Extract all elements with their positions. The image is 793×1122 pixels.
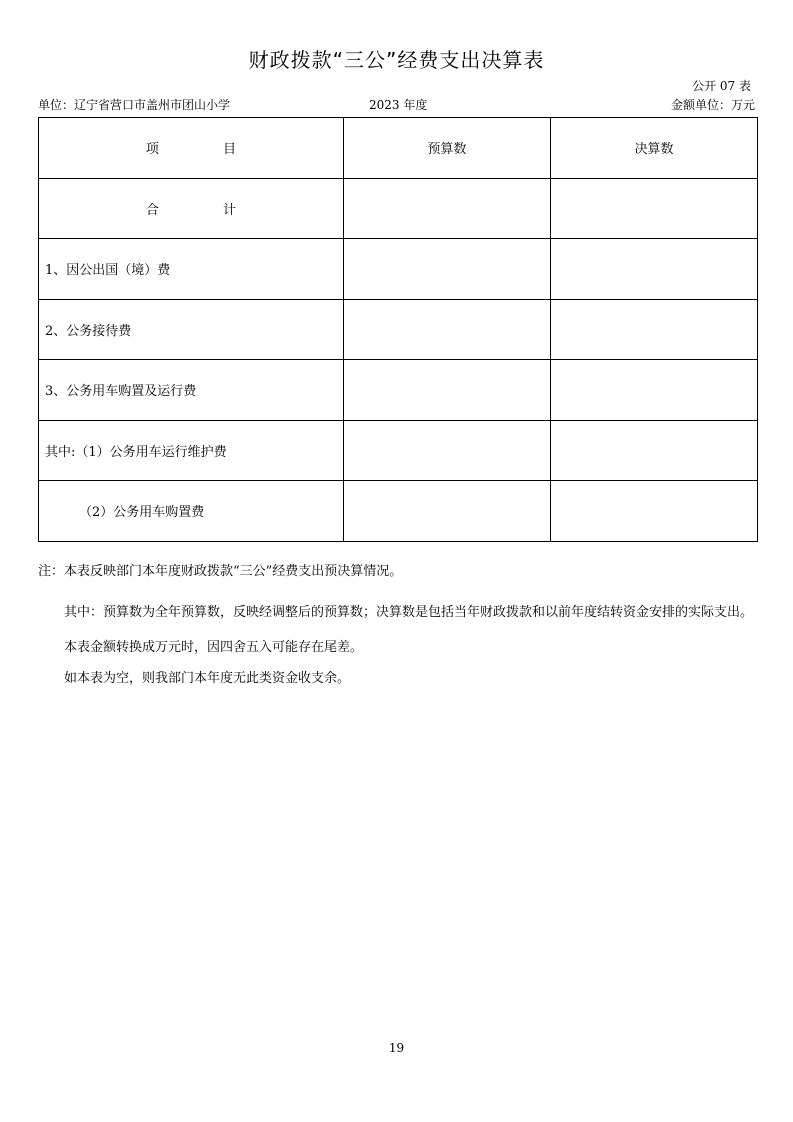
- table-header-row: [39, 118, 758, 179]
- table-row: [39, 178, 758, 239]
- row-item-total: [39, 178, 344, 239]
- note-line: 注：本表反映部门本年度财政拨款“三公”经费支出预决算情况。: [38, 564, 403, 579]
- form-code: 公开 07 表: [692, 79, 751, 93]
- row-item: 其中:（1）公务用车运行维护费: [39, 420, 344, 481]
- row-final-cell: [551, 420, 758, 481]
- note-line: 本表金额转换成万元时，因四舍五入可能存在尾差。: [64, 640, 364, 655]
- meta-row: [38, 96, 755, 112]
- expenditure-table: [38, 117, 758, 542]
- row-final-cell: [551, 360, 758, 421]
- money-unit-label: 金额单位：万元: [670, 98, 755, 112]
- page-number: 19: [388, 1041, 405, 1055]
- row-final-cell: [551, 481, 758, 542]
- row-item-total-label: 合 计: [145, 202, 267, 218]
- notes-section: [38, 561, 756, 689]
- row-final-cell: [551, 178, 758, 239]
- table-row: [39, 239, 758, 300]
- table-row: [39, 360, 758, 421]
- year-label: 2023 年度: [369, 98, 428, 112]
- row-budget-cell: [344, 299, 551, 360]
- row-final-cell: [551, 239, 758, 300]
- table-row: [39, 481, 758, 542]
- row-budget-cell: [344, 481, 551, 542]
- table-row: [39, 420, 758, 481]
- header-final: 决算数: [551, 118, 758, 179]
- row-item: 1、因公出国（境）费: [39, 239, 344, 300]
- table-row: [39, 299, 758, 360]
- row-budget-cell: [344, 178, 551, 239]
- note-line: 如本表为空，则我部门本年度无此类资金收支余。: [64, 671, 351, 686]
- row-budget-cell: [344, 360, 551, 421]
- header-item-label: 项 目: [145, 142, 267, 158]
- row-item: 2、公务接待费: [39, 299, 344, 360]
- row-final-cell: [551, 299, 758, 360]
- row-item: （2）公务用车购置费: [39, 481, 344, 542]
- row-budget-cell: [344, 420, 551, 481]
- note-line: 其中：预算数为全年预算数，反映经调整后的预算数；决算数是包括当年财政拨款和以前年度结转资金安排的实际支出。: [64, 605, 754, 620]
- row-budget-cell: [344, 239, 551, 300]
- header-item: [39, 118, 344, 179]
- row-item: 3、公务用车购置及运行费: [39, 360, 344, 421]
- unit-label: 单位：辽宁省营口市盖州市团山小学: [38, 98, 231, 112]
- document-title: 财政拨款“三公”经费支出决算表: [248, 48, 545, 72]
- header-budget: 预算数: [344, 118, 551, 179]
